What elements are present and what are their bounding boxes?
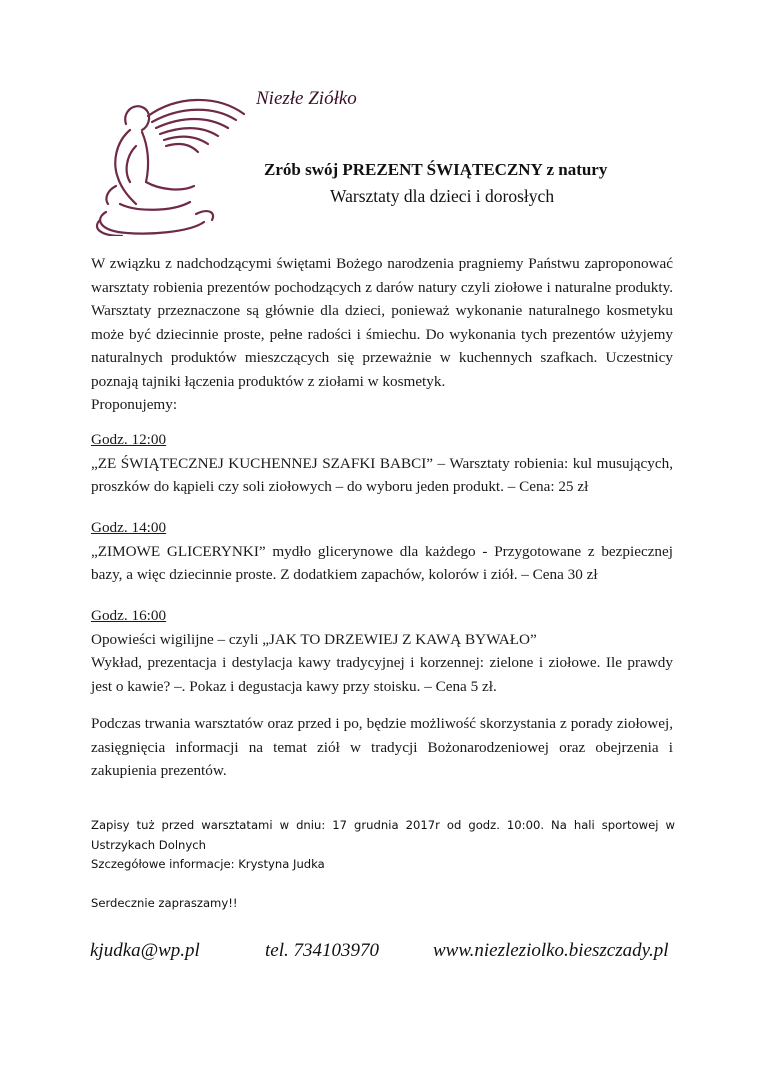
session-description: „ZE ŚWIĄTECZNEJ KUCHENNEJ SZAFKI BABCI” – Warsztaty robienia: kul musujących, proszków do kąpieli czy soli ziołowych – do wyboru jeden produkt. – Cena: 25 zł: [91, 454, 673, 495]
registration-section: [91, 816, 675, 875]
contact-email[interactable]: kjudka@wp.pl: [90, 940, 200, 961]
session-description: Wykład, prezentacja i destylacja kawy tradycyjnej i korzennej: zielone i ziołowe. Ile prawdy jest o kawie? –. Pokaz i degustacja kawy przy stoisku. – Cena 5 zł.: [91, 654, 673, 695]
propose-label: Proponujemy:: [91, 396, 178, 413]
registration-details: Szczegółowe informacje: Krystyna Judka: [91, 857, 325, 871]
page-subtitle: Warsztaty dla dzieci i dorosłych: [330, 186, 555, 206]
contact-phone: tel. 734103970: [265, 940, 379, 961]
session-3: [91, 604, 673, 698]
closing-paragraph: Podczas trwania warsztatów oraz przed i po, będzie możliwość skorzystania z porady ziołowej, zasięgnięcia informacji na temat ziół w tradycji Bożonarodzeniowej oraz obejrzenia i zakupienia prezentów.: [91, 715, 673, 779]
intro-section: [91, 252, 673, 417]
session-description: „ZIMOWE GLICERYNKI” mydło glicerynowe dla każdego - Przygotowane z bezpiecznej bazy, a więc dziecinnie proste. Z dodatkiem zapachów, kolorów i ziół. – Cena 30 zł: [91, 542, 673, 583]
session-time: Godz. 16:00: [91, 607, 167, 624]
session-heading: Opowieści wigilijne – czyli „JAK TO DRZEWIEJ Z KAWĄ BYWAŁO”: [91, 630, 537, 648]
session-time: Godz. 14:00: [91, 519, 167, 536]
thanks-text: Serdecznie zapraszamy!!: [91, 896, 238, 910]
session-1: [91, 428, 673, 499]
session-time: Godz. 12:00: [91, 431, 167, 448]
closing-section: [91, 712, 673, 783]
intro-paragraph: W związku z nadchodzącymi świętami Bożego narodzenia pragniemy Państwu zaproponować warsztaty robienia prezentów pochodzących z darów natury czyli ziołowe i naturalne produkty. Warsztaty przeznaczone są głównie dla dzieci, ponieważ wykonanie naturalnego kosmetyku może być dziecinnie proste, pełne radości i śmiechu. Do wykonania tych prezentów użyjemy naturalnych produktów mieszczących się przeważnie w kuchennych szafkach. Uczestnicy poznają tajniki łączenia produktów z ziołami w kosmetyk.: [91, 255, 673, 390]
brand-name: Niezłe Ziółko: [256, 88, 357, 109]
page-title: Zrób swój PREZENT ŚWIĄTECZNY z natury: [264, 160, 608, 179]
session-2: [91, 516, 673, 587]
angel-icon: [86, 86, 246, 236]
contact-website[interactable]: www.niezleziolko.bieszczady.pl: [433, 940, 669, 961]
registration-text: Zapisy tuż przed warsztatami w dniu: 17 grudnia 2017r od godz. 10:00. Na hali sportowej w Ustrzykach Dolnych: [91, 818, 675, 852]
